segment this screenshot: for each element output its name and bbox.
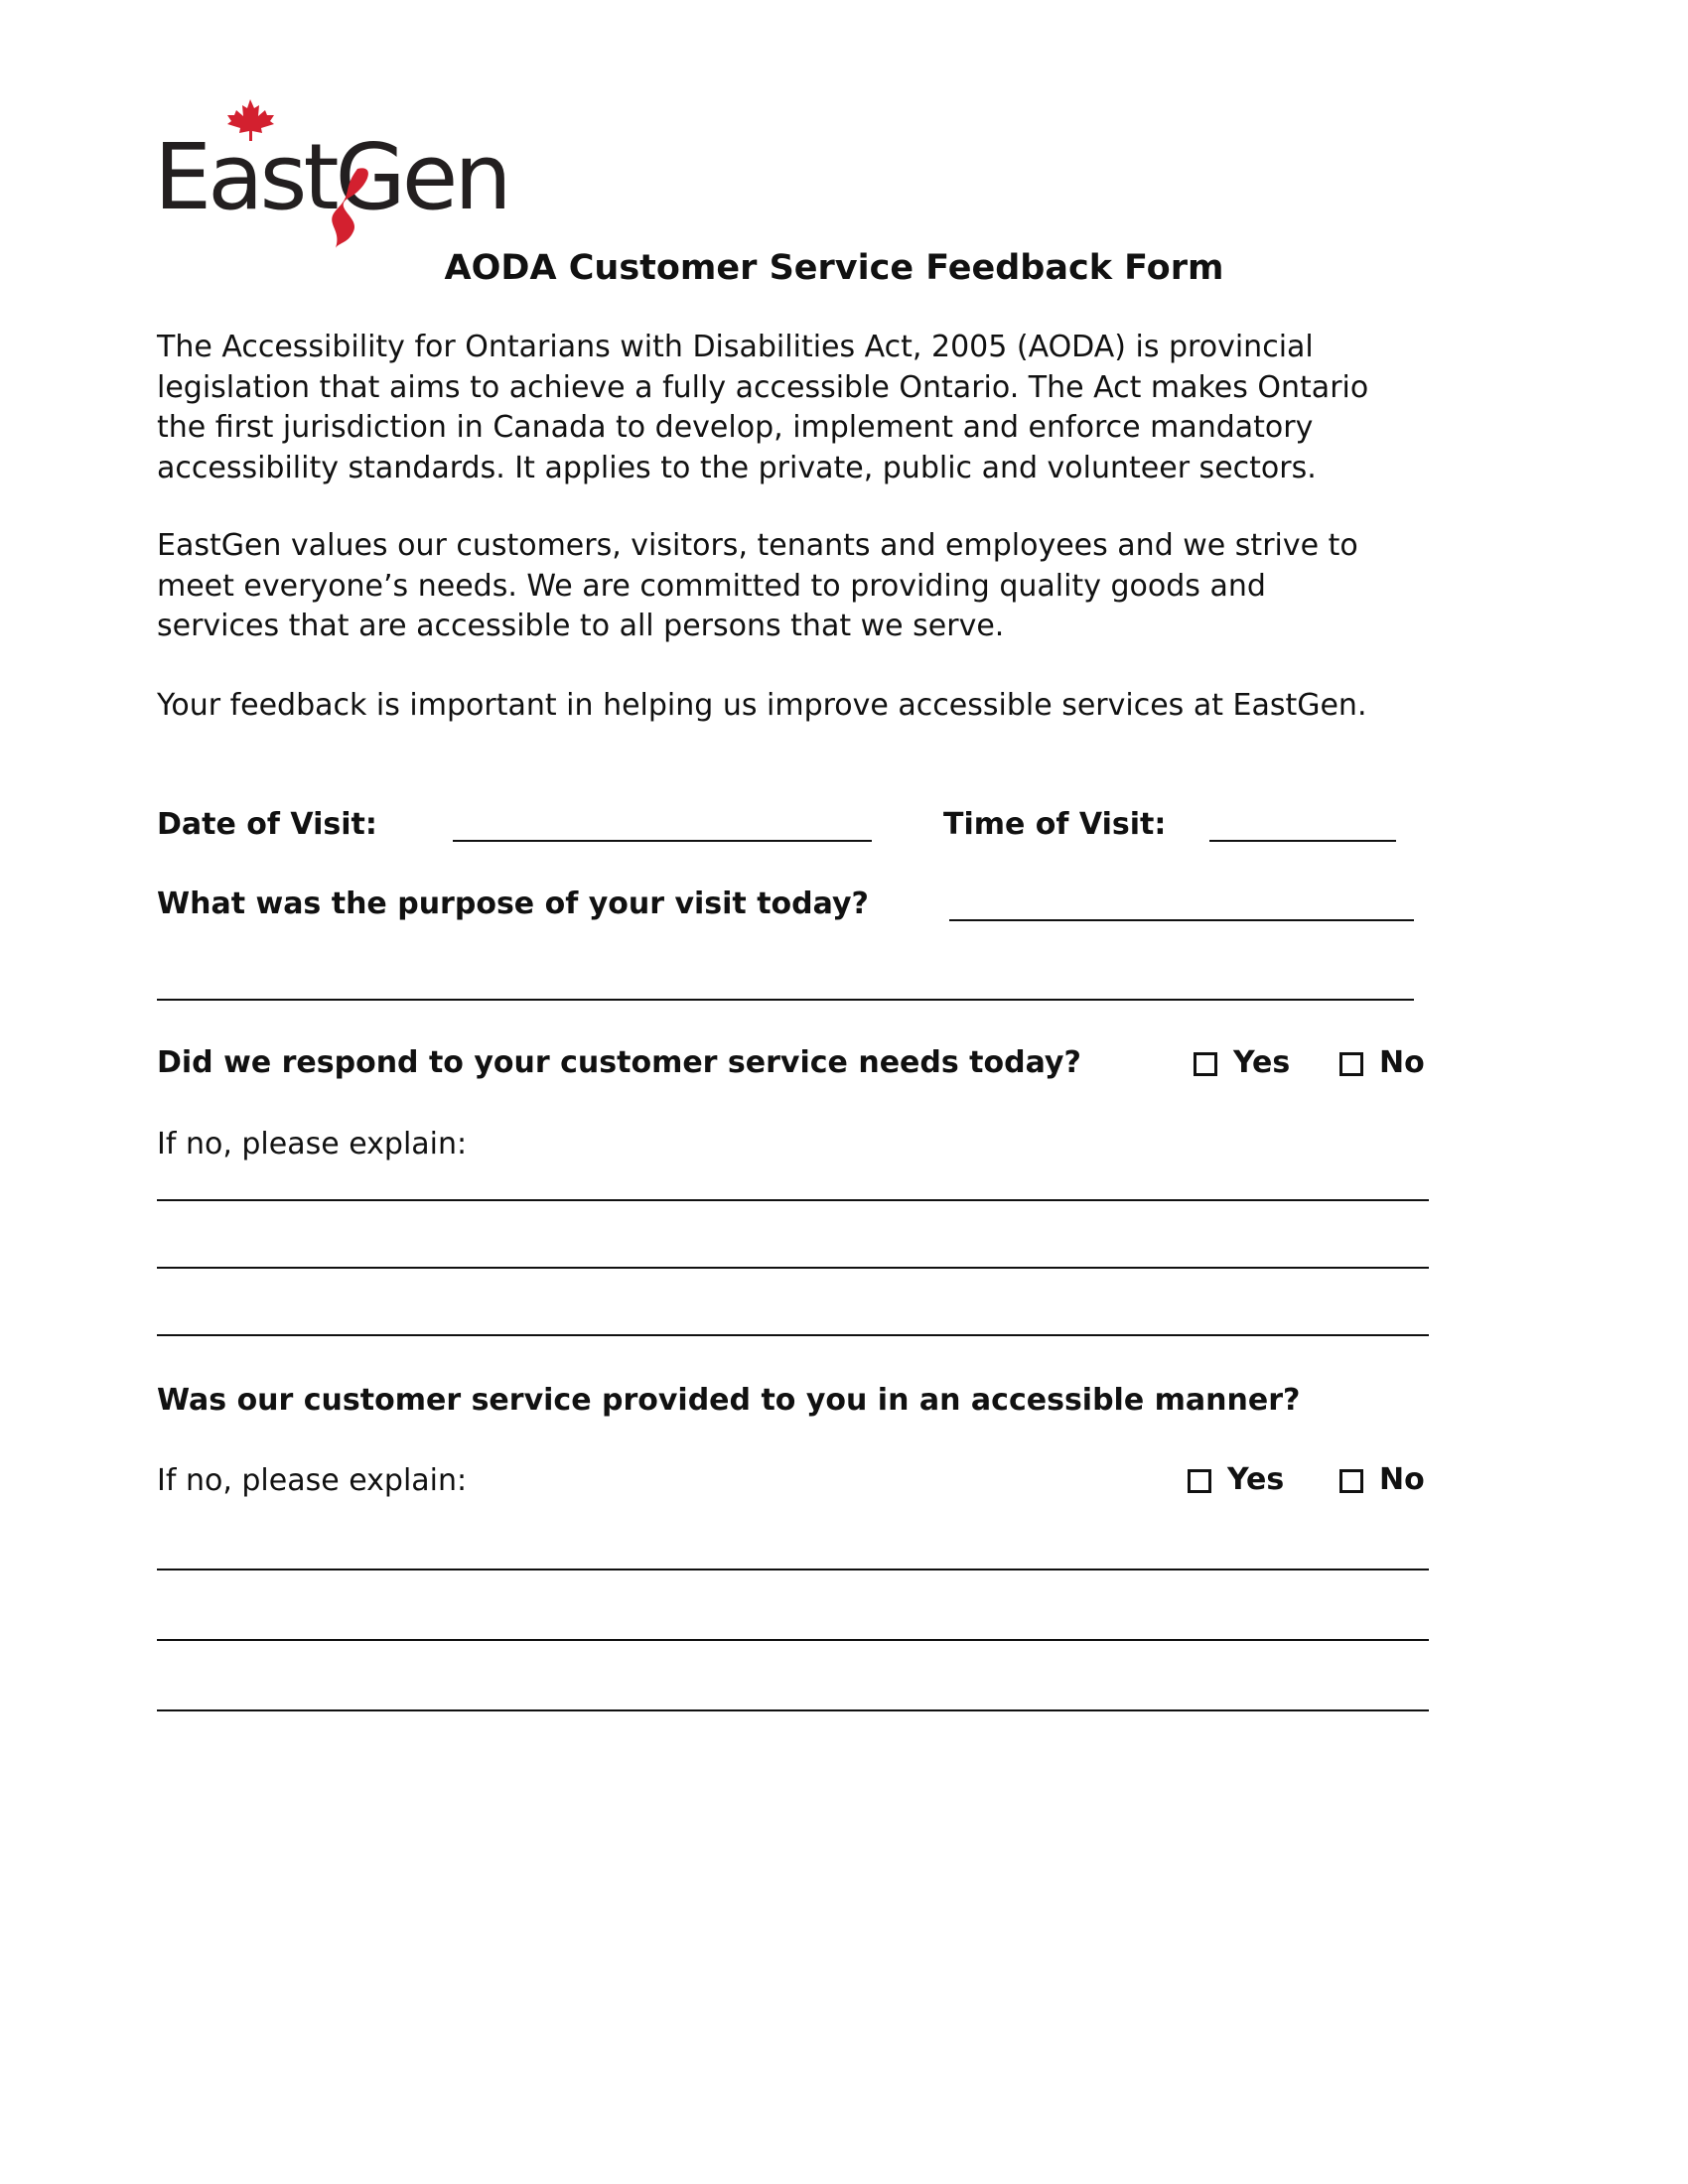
- time-field[interactable]: [1209, 840, 1396, 842]
- text-line: accessibility standards. It applies to the private, public and volunteer sectors.: [157, 450, 1317, 485]
- svg-text:EastGen: EastGen: [154, 124, 508, 230]
- purpose-field[interactable]: [949, 919, 1414, 921]
- text-line: services that are accessible to all persons that we serve.: [157, 609, 1005, 643]
- date-label: Date of Visit:: [157, 807, 377, 842]
- accessible-yes-checkbox[interactable]: [1188, 1469, 1211, 1493]
- purpose-label: What was the purpose of your visit today?: [157, 887, 869, 921]
- explain-label: If no, please explain:: [157, 1127, 468, 1161]
- no-label: No: [1379, 1045, 1425, 1080]
- date-field[interactable]: [453, 840, 872, 842]
- text-line: the first jurisdiction in Canada to develop, implement and enforce mandatory: [157, 410, 1314, 445]
- intro-paragraph-1: [157, 328, 1368, 488]
- respond-no-checkbox[interactable]: [1339, 1052, 1363, 1076]
- intro-paragraph-2: [157, 526, 1358, 647]
- text-line: legislation that aims to achieve a fully accessible Ontario. The Act makes Ontario: [157, 369, 1369, 405]
- question-accessible: Was our customer service provided to you in an accessible manner?: [157, 1383, 1301, 1418]
- time-label: Time of Visit:: [943, 807, 1167, 842]
- explain-field-line[interactable]: [157, 1334, 1429, 1336]
- explain-field-line[interactable]: [157, 1267, 1429, 1269]
- intro-paragraph-3: Your feedback is important in helping us improve accessible services at EastGen.: [157, 688, 1367, 723]
- yes-label: Yes: [1227, 1462, 1285, 1497]
- yes-label: Yes: [1233, 1045, 1291, 1080]
- explain-label: If no, please explain:: [157, 1463, 468, 1498]
- explain-field-line[interactable]: [157, 1709, 1429, 1711]
- text-line: meet everyone’s needs. We are committed to providing quality goods and: [157, 568, 1266, 604]
- accessible-no-checkbox[interactable]: [1339, 1469, 1363, 1493]
- page-title: AODA Customer Service Feedback Form: [444, 248, 1224, 288]
- respond-yes-checkbox[interactable]: [1194, 1052, 1217, 1076]
- no-label: No: [1379, 1462, 1425, 1497]
- explain-field-line[interactable]: [157, 1569, 1429, 1570]
- eastgen-logo: [154, 94, 521, 253]
- question-respond: Did we respond to your customer service needs today?: [157, 1045, 1081, 1080]
- purpose-field-line-2[interactable]: [157, 999, 1414, 1001]
- text-line: The Accessibility for Ontarians with Disabilities Act, 2005 (AODA) is provincial: [157, 330, 1314, 364]
- text-line: EastGen values our customers, visitors, tenants and employees and we strive to: [157, 528, 1358, 563]
- explain-field-line[interactable]: [157, 1639, 1429, 1641]
- explain-field-line[interactable]: [157, 1199, 1429, 1201]
